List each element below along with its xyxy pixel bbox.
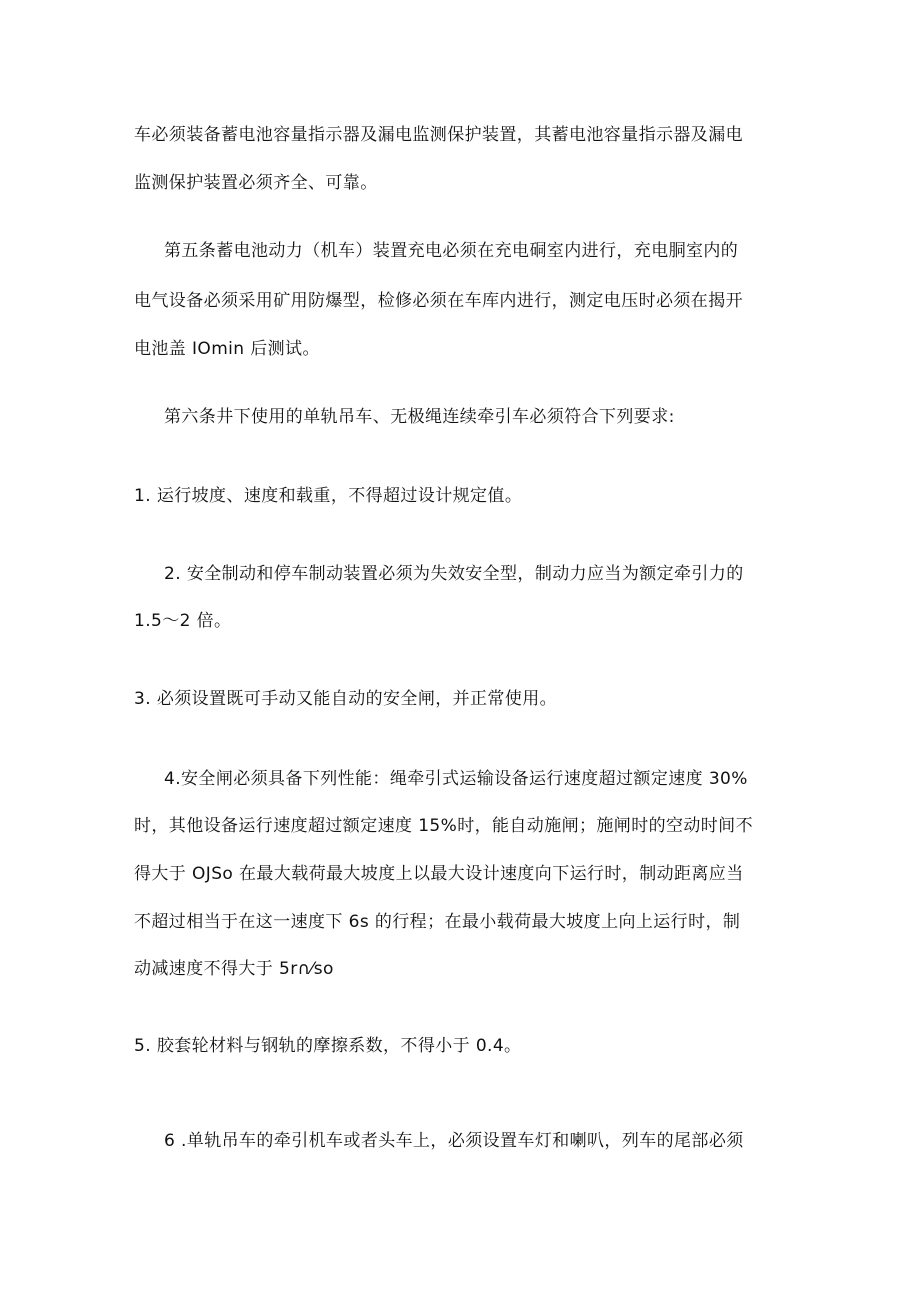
text-line: 2. 安全制动和停车制动装置必须为失效安全型，制动力应当为额定牵引力的 [164,564,744,584]
text-line: 3. 必须设置既可手动又能自动的安全闸，并正常使用。 [134,689,558,709]
text-line: 不超过相当于在这一速度下 6s 的行程；在最小载荷最大坡度上向上运行时，制 [134,912,741,932]
text-line: 得大于 OJSo 在最大载荷最大坡度上以最大设计速度向下运行时，制动距离应当 [134,864,744,884]
text-line: 动减速度不得大于 5r∩⁄so [134,959,334,979]
text-line: 监测保护装置必须齐全、可靠。 [134,173,378,193]
text-line: 第六条井下使用的单轨吊车、无极绳连续牵引车必须符合下列要求: [164,407,675,427]
text-line: 车必须装备蓄电池容量指示器及漏电监测保护装置，其蓄电池容量指示器及漏电 [134,125,743,145]
text-line: 4.安全闸必须具备下列性能：绳牵引式运输设备运行速度超过额定速度 30% [164,769,748,789]
text-line: 1. 运行坡度、速度和载重，不得超过设计规定值。 [134,486,523,506]
text-line: 1.5～2 倍。 [134,611,232,631]
text-line: 6 .单轨吊车的牵引机车或者头车上，必须设置车灯和喇叭，列车的尾部必须 [164,1131,744,1151]
text-line: 5. 胶套轮材料与钢轨的摩擦系数，不得小于 0.4。 [134,1036,522,1056]
text-line: 第五条蓄电池动力（机车）装置充电必须在充电硐室内进行，充电胴室内的 [164,241,739,261]
text-line: 电池盖 IOmin 后测试。 [134,339,320,359]
text-line: 电气设备必须采用矿用防爆型，检修必须在车库内进行，测定电压时必须在揭开 [134,291,743,311]
text-line: 时，其他设备运行速度超过额定速度 15%时，能自动施闸；施闸时的空动时间不 [134,816,753,836]
